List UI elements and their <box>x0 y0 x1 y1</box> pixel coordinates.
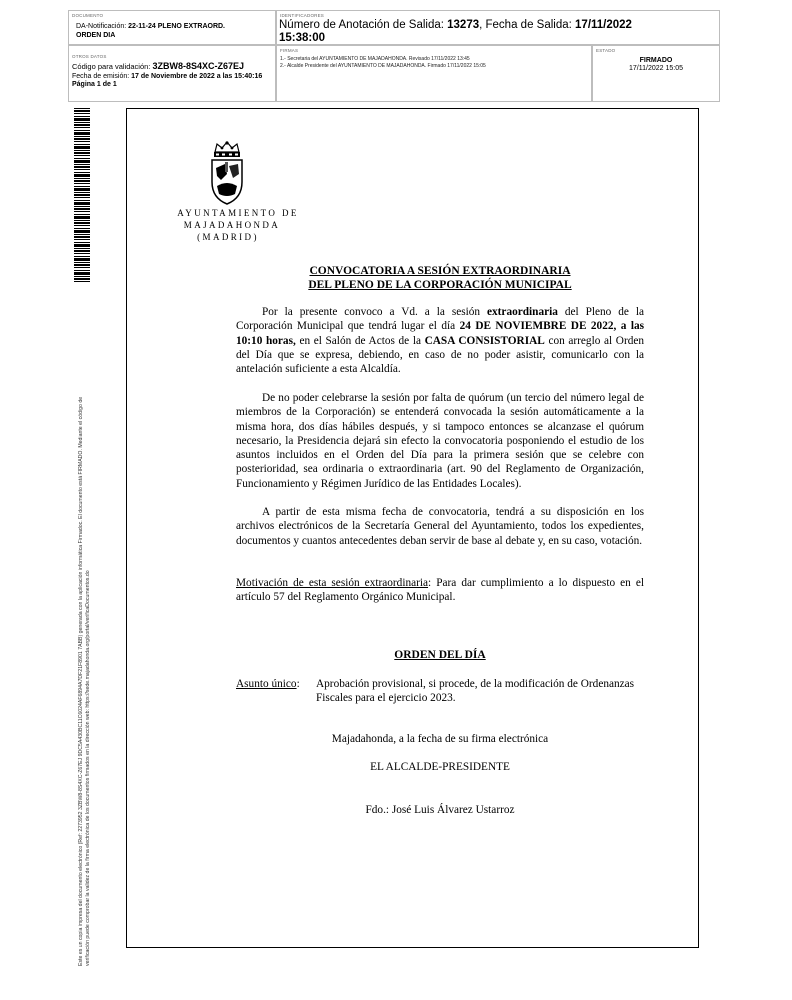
asunto-label: Asunto único: <box>236 678 300 690</box>
header-estado-cell <box>592 45 720 102</box>
fecha-emision: Fecha de emisión: 17 de Noviembre de 2022 a las 15:40:16 <box>72 73 263 80</box>
header-firmas-cell <box>276 45 592 102</box>
paragraph-convocatoria: Por la presente convoco a Vd. a la sesión extraordinaria del Pleno de la Corporación Municipal que tendrá lugar el día 24 DE NOVIEMBRE DE 2022, a las 10:10 horas, en el Salón de Actos de la CASA CONSISTORIAL con arreglo al Orden del Día que se expresa, debiendo, en caso de no poder asistir, comunicarlo con la antelación suficiente a esta Alcaldía. <box>236 306 645 376</box>
asunto-text: Aprobación provisional, si procede, de la modificación de Ordenanzas Fiscales para el ejercicio 2023. <box>316 678 635 705</box>
estado-value: FIRMADO <box>639 57 673 64</box>
documento-label: DOCUMENTO <box>72 13 104 18</box>
title-line2: DEL PLENO DE LA CORPORACIÓN MUNICIPAL <box>308 279 572 291</box>
salida-line: Número de Anotación de Salida: 13273, Fecha de Salida: 17/11/2022 <box>279 19 632 31</box>
side-verification-note <box>78 306 92 966</box>
estado-label: ESTADO <box>596 48 616 53</box>
closing-place: Majadahonda, a la fecha de su firma electrónica <box>331 733 549 745</box>
closing-role: EL ALCALDE-PRESIDENTE <box>370 761 510 773</box>
codigo-validacion: Código para validación: 3ZBW8-8S4XC-Z67EJ <box>72 61 244 71</box>
salida-time: 15:38:00 <box>279 32 326 44</box>
documento-line2: ORDEN DIA <box>76 32 116 39</box>
barcode <box>74 108 90 282</box>
paragraph-motivacion: Motivación de esta sesión extraordinaria: Para dar cumplimiento a lo dispuesto en el artículo 57 del Reglamento Orgánico Municipal. <box>236 577 644 604</box>
estado-date: 17/11/2022 15:05 <box>629 65 683 72</box>
documento-line1: DA-Notificación: 22-11-24 PLENO EXTRAORD. <box>76 23 226 30</box>
orden-del-dia-title: ORDEN DEL DÍA <box>394 649 486 661</box>
side-note-line2: verificación puede comprobar la validez de la firma electrónica de los documentos firmados en la dirección web: https://sede.majadahonda.org/portal/verificaDocumentos.do <box>85 570 91 966</box>
firmas-label: FIRMAS <box>280 48 299 53</box>
coat-of-arms-icon <box>207 140 247 206</box>
closing-signature: Fdo.: José Luis Álvarez Ustarroz <box>365 804 515 816</box>
paragraph-quorum: De no poder celebrarse la sesión por falta de quórum (un tercio del número legal de miembros de la Corporación) se entenderá convocada la sesión automáticamente a la misma hora, dos días hábiles después, y si tampoco entonces se alcanzase el quórum necesario, la Presidencia dejará sin efecto la convocatoria posponiendo el estudio de los asuntos incluidos en el Orden del Día para la primera sesión que se celebre con posterioridad, sea ordinaria o extraordinaria (art. 90 del Reglamento de Organización, Funcionamiento y Régimen Jurídico de las Entidades Locales). <box>236 392 644 490</box>
firma-1: 1.- Secretaria del AYUNTAMIENTO DE MAJADAHONDA. Revisado 17/11/2022 13:45 <box>280 56 470 62</box>
letterhead-line2: MAJADAHONDA <box>183 220 281 230</box>
letterhead-line1: AYUNTAMIENTO DE <box>177 208 299 218</box>
otros-label: OTROS DATOS <box>72 54 107 59</box>
pagina: Página 1 de 1 <box>72 81 117 88</box>
identificadores-label: IDENTIFICADORES <box>280 13 325 18</box>
title-line1: CONVOCATORIA A SESIÓN EXTRAORDINARIA <box>309 265 571 277</box>
letterhead-line3: (MADRID) <box>197 232 259 242</box>
side-note-line1: Este es un copia impresa del documento electrónico (Ref: 2273952 3ZBW8-8S4XC-Z67EJ 9DC5A430BC11C6024AF6894A7DF21F8901 7ABB) generada con la aplicación informática Firmadoc. El documento está FIRMADO. Mediante el código de <box>78 396 84 966</box>
firma-2: 2.- Alcalde Presidente del AYUNTAMIENTO DE MAJADAHONDA. Firmado 17/11/2022 15:05 <box>280 63 486 69</box>
paragraph-disposicion: A partir de esta misma fecha de convocatoria, tendrá a su disposición en los archivos electrónicos de la Secretaría General del Ayuntamiento, todos los expedientes, documentos y cuantos antecedentes deban servir de base al debate y, en su caso, votación. <box>236 506 644 547</box>
